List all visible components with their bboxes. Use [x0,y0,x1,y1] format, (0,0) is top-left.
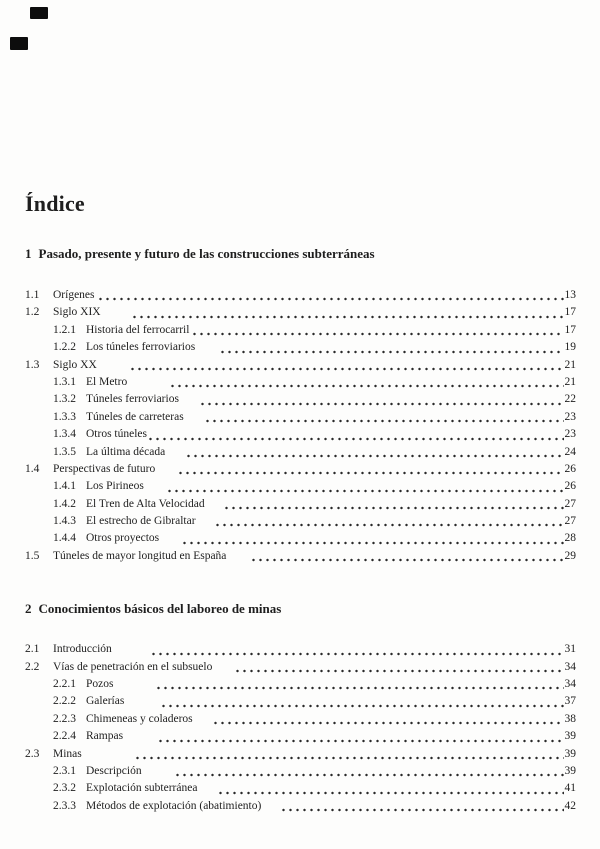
entry-number: 2.2 [25,660,40,673]
entry-number: 2.3 [25,747,40,760]
entry-number: 2.2.2 [53,695,76,708]
entry-number: 1.5 [25,549,40,562]
toc-entry [25,548,576,565]
dot-leader [166,478,564,495]
entry-page-number: 39 [564,730,576,743]
entry-number: 1.4.3 [53,515,76,528]
toc-entry [25,287,576,304]
dot-leader [185,444,563,461]
entry-number: 2.1 [25,643,40,656]
entry-page-number: 23 [564,428,576,441]
entry-page-number: 27 [564,515,576,528]
dot-leader [234,659,563,676]
entry-page-number: 22 [564,393,576,406]
entry-label: Túneles de carreteras [86,410,184,423]
entry-page-number: 28 [564,532,576,545]
chapter-title: Conocimientos básicos del laboreo de minas [38,601,282,617]
entry-label: Historia del ferrocarril [86,323,190,336]
toc-list [25,287,576,565]
dot-leader [174,763,564,780]
dot-leader [199,391,564,408]
entry-number: 1.4.2 [53,497,76,510]
dot-leader [134,746,564,763]
toc-entry [25,780,576,797]
toc-entry [25,641,576,658]
dot-leader [204,409,564,426]
entry-label: Galerías [86,695,125,708]
entry-number: 2.2.4 [53,730,76,743]
entry-label: Los Pirineos [86,480,144,493]
entry-number: 1.3.3 [53,410,76,423]
entry-number: 1.4 [25,462,40,475]
toc-entry [25,426,576,443]
dot-leader [169,374,563,391]
entry-label: Perspectivas de futuro [53,462,156,475]
entry-label: Minas [53,747,82,760]
entry-label: El Metro [86,375,128,388]
entry-page-number: 13 [564,289,576,301]
entry-number: 1.3 [25,358,40,371]
entry-page-number: 19 [564,341,576,354]
dot-leader [177,461,563,478]
entry-label: Vías de penetración en el subsuelo [53,660,213,673]
entry-label: Métodos de explotación (abatimiento) [86,799,262,812]
entry-page-number: 26 [564,480,576,493]
dot-leader [157,728,563,745]
entry-label: Siglo XX [53,358,97,371]
dot-leader [155,676,563,693]
entry-number: 1.4.1 [53,480,76,493]
toc-entry [25,798,576,815]
entry-label: Explotación subterránea [86,782,198,795]
dot-leader [147,426,563,443]
toc-list [25,641,576,815]
entry-label: Otros túneles [86,428,148,441]
entry-label: Los túneles ferroviarios [86,341,196,354]
entry-number: 1.4.4 [53,532,76,545]
dot-leader [219,339,563,356]
entry-number: 2.3.1 [53,764,76,777]
dot-leader [97,287,564,304]
toc-entry [25,763,576,780]
toc-entry [25,728,576,745]
entry-label: Rampas [86,730,124,743]
entry-page-number: 39 [564,747,576,760]
toc-entry [25,478,576,495]
entry-label: Descripción [86,764,142,777]
toc-entry [25,322,576,339]
toc-entry [25,444,576,461]
dot-leader [223,496,564,513]
entry-number: 2.2.1 [53,678,76,691]
entry-page-number: 21 [564,375,576,388]
dot-leader [131,304,564,321]
entry-page-number: 41 [564,782,576,795]
entry-number: 2.2.3 [53,712,76,725]
toc-entry [25,409,576,426]
entry-number: 2.3.2 [53,782,76,795]
toc-entry [25,693,576,710]
entry-label: Otros proyectos [86,532,160,545]
toc-entry [25,461,576,478]
entry-page-number: 31 [564,643,576,656]
entry-page-number: 37 [564,695,576,708]
chapter-number: 1 [25,246,32,261]
page-content [25,0,576,849]
entry-page-number: 42 [564,799,576,812]
entry-label: El Tren de Alta Velocidad [86,497,205,510]
entry-label: El estrecho de Gibraltar [86,515,196,528]
entry-label: Túneles de mayor longitud en España [53,549,227,562]
entry-page-number: 29 [564,549,576,562]
toc-entry [25,711,576,728]
entry-page-number: 34 [564,678,576,691]
page-title: Índice [25,191,85,216]
entry-label: Chimeneas y coladeros [86,712,193,725]
toc-entry [25,746,576,763]
entry-label: Pozos [86,678,114,691]
dot-leader [129,357,564,374]
entry-page-number: 39 [564,764,576,777]
entry-number: 1.3.5 [53,445,76,458]
dot-leader [214,513,564,530]
entry-number: 1.1 [25,289,40,301]
toc-content [25,245,576,815]
toc-entry [25,374,576,391]
toc-entry [25,530,576,547]
entry-label: Introducción [53,643,112,656]
entry-number: 1.3.2 [53,393,76,406]
chapter-title: Pasado, presente y futuro de las construcciones subterráneas [38,246,375,261]
entry-page-number: 17 [564,323,576,336]
entry-label: Orígenes [53,289,95,301]
toc-entry [25,357,576,374]
entry-page-number: 26 [564,462,576,475]
entry-page-number: 23 [564,410,576,423]
entry-page-number: 38 [564,712,576,725]
chapter-heading [25,245,576,263]
dot-leader [212,711,564,728]
dot-leader [217,780,563,797]
entry-page-number: 34 [564,660,576,673]
entry-page-number: 24 [564,445,576,458]
entry-page-number: 17 [564,306,576,319]
entry-number: 1.2 [25,306,40,319]
dot-leader [150,641,564,658]
dot-leader [160,693,563,710]
toc-entry [25,304,576,321]
dot-leader [181,530,563,547]
entry-label: La última década [86,445,166,458]
entry-number: 1.2.2 [53,341,76,354]
toc-entry [25,339,576,356]
dot-leader [280,798,563,815]
entry-number: 2.3.3 [53,799,76,812]
toc-entry [25,659,576,676]
entry-label: Túneles ferroviarios [86,393,179,406]
entry-label: Siglo XIX [53,306,101,319]
chapter-number: 2 [25,601,32,617]
entry-page-number: 27 [564,497,576,510]
toc-entry [25,391,576,408]
dot-leader [250,548,563,565]
entry-number: 1.3.1 [53,375,76,388]
dot-leader [191,322,563,339]
toc-entry [25,496,576,513]
entry-number: 1.2.1 [53,323,76,336]
entry-number: 1.3.4 [53,428,76,441]
entry-page-number: 21 [564,358,576,371]
toc-entry [25,676,576,693]
chapter-heading [25,600,576,618]
toc-entry [25,513,576,530]
